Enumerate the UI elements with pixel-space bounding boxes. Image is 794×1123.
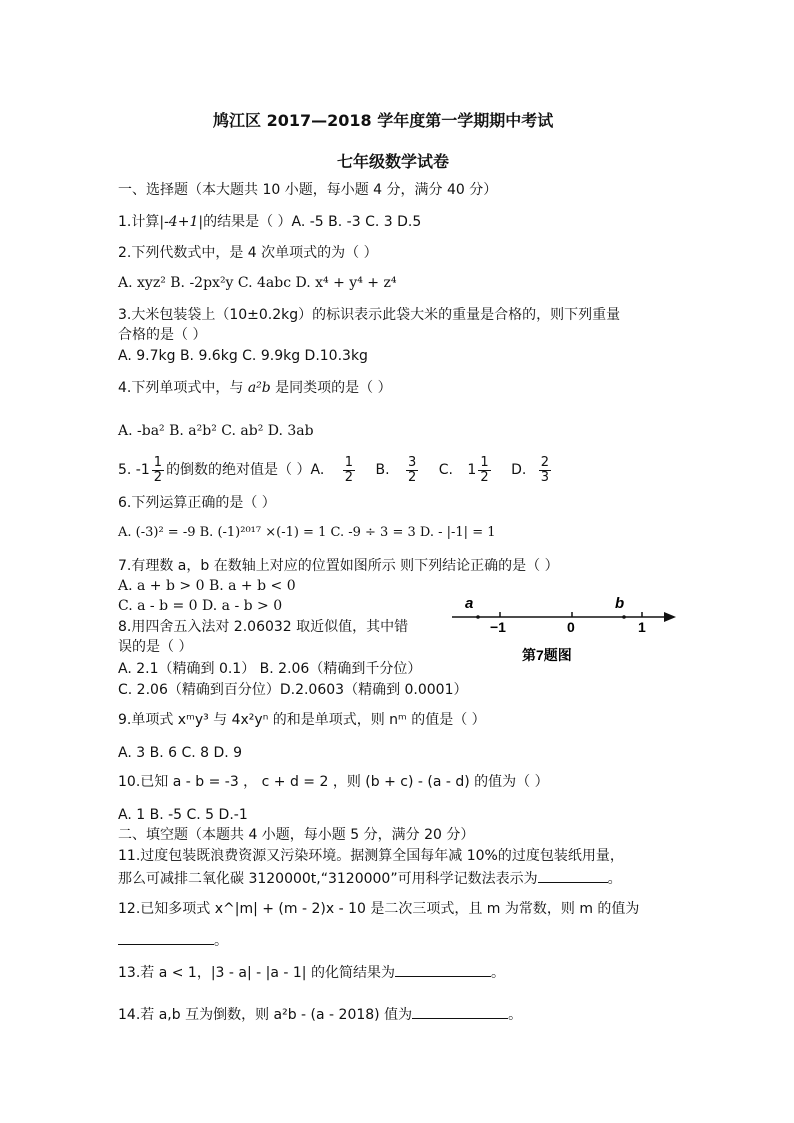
question-11-line2 xyxy=(118,868,622,888)
q5-label-b: B. xyxy=(375,462,390,478)
question-9-options: A. 3 B. 6 C. 8 D. 9 xyxy=(118,745,243,761)
figure-caption: 第7题图 xyxy=(522,647,572,663)
question-8-options-ab: A. 2.1（精确到 0.1） B. 2.06（精确到千分位） xyxy=(118,661,422,677)
question-8-line1: 8.用四舍五入法对 2.06032 取近似值，其中错 xyxy=(118,619,409,635)
tick-label-minus-one: −1 xyxy=(490,619,506,635)
q14-answer-blank[interactable] xyxy=(412,1004,508,1019)
label-b: b xyxy=(615,595,625,612)
question-7-stem: 7.有理数 a，b 在数轴上对应的位置如图所示 则下列结论正确的是（ ） xyxy=(118,558,559,574)
figure-7-number-line xyxy=(452,592,684,672)
question-10-options: A. 1 B. -5 C. 5 D.-1 xyxy=(118,807,248,823)
question-3-line1: 3.大米包装袋上（10±0.2kg）的标识表示此袋大米的重量是合格的，则下列重量 xyxy=(118,307,621,323)
q1-pre: 1.计算 xyxy=(118,214,160,230)
q11-answer-blank[interactable] xyxy=(538,868,608,883)
q1-post: 的结果是（ ）A. -5 B. -3 C. 3 D.5 xyxy=(203,214,422,230)
exam-subtitle: 七年级数学试卷 xyxy=(337,152,450,171)
q12-end: 。 xyxy=(214,933,228,949)
question-6-options: A. (-3)² = -9 B. (-1)²⁰¹⁷ ×(-1) = 1 C. -9 ÷ 3 = 3 D. - |-1| = 1 xyxy=(118,525,496,540)
tick-label-one: 1 xyxy=(638,619,646,635)
q13-answer-blank[interactable] xyxy=(395,962,491,977)
section-fill-heading: 二、填空题（本题共 4 小题，每小题 5 分，满分 20 分） xyxy=(118,827,475,843)
question-8-line2: 误的是（ ） xyxy=(118,639,193,655)
q4-pre: 4.下列单项式中，与 xyxy=(118,380,248,396)
q5-option-d: $\frac{2}{3}$ xyxy=(540,454,550,485)
q5-option-c-whole: 1 xyxy=(467,462,477,478)
label-a: a xyxy=(465,595,474,612)
question-2-options: A. xyz² B. -2px²y C. 4abc D. x⁴ + y⁴ + z⁴ xyxy=(118,275,397,291)
q4-expr: a²b xyxy=(247,380,271,396)
question-12-line1: 12.已知多项式 x^|m| + (m - 2)x - 10 是二次三项式，且 m 为常数，则 m 的值为 xyxy=(118,901,640,917)
question-7-options-ab: A. a + b > 0 B. a + b < 0 xyxy=(118,578,296,594)
q5-label-d: D. xyxy=(511,462,527,478)
tick-label-zero: 0 xyxy=(567,619,575,635)
q13-text: 13.若 a < 1，|3 - a| - |a - 1| 的化简结果为 xyxy=(118,965,395,981)
q5-option-b: $\frac{3}{2}$ xyxy=(408,454,417,485)
q5-option-c: $\frac{1}{2}$ xyxy=(480,454,489,485)
q5-label-c: C. xyxy=(438,462,453,478)
q11-text: 那么可减排二氧化碳 3120000t,“3120000”可用科学记数法表示为 xyxy=(118,871,538,887)
question-13 xyxy=(118,962,505,982)
question-9-stem: 9.单项式 xᵐy³ 与 4x²yⁿ 的和是单项式，则 nᵐ 的值是（ ） xyxy=(118,712,486,728)
axis-arrow-icon xyxy=(664,612,676,622)
q13-end: 。 xyxy=(490,965,505,981)
question-1 xyxy=(118,213,421,231)
question-5 xyxy=(118,452,553,488)
q11-end: 。 xyxy=(607,871,622,887)
question-11-line1: 11.过度包装既浪费资源又污染环境。据测算全国每年减 10%的过度包装纸用量， xyxy=(118,848,624,864)
question-12-answer-line xyxy=(118,930,228,950)
q12-answer-blank[interactable] xyxy=(118,930,214,945)
question-2-stem: 2.下列代数式中，是 4 次单项式的为（ ） xyxy=(118,245,378,261)
question-6-stem: 6.下列运算正确的是（ ） xyxy=(118,495,276,511)
question-3-options: A. 9.7kg B. 9.6kg C. 9.9kg D.10.3kg xyxy=(118,348,368,364)
question-8-options-cd: C. 2.06（精确到百分位）D.2.0603（精确到 0.0001） xyxy=(118,682,468,698)
question-7-options-cd: C. a - b = 0 D. a - b > 0 xyxy=(118,598,283,614)
point-a xyxy=(476,615,480,619)
q4-post: 是同类项的是（ ） xyxy=(270,380,392,396)
q5-stem-fraction: $\frac{1}{2}$ xyxy=(153,454,163,485)
q5-stem-pre: 5. -1 xyxy=(118,462,150,478)
q14-text: 14.若 a,b 互为倒数，则 a²b - (a - 2018) 值为 xyxy=(118,1007,413,1023)
section-choice-heading: 一、选择题（本大题共 10 小题，每小题 4 分，满分 40 分） xyxy=(118,182,498,198)
question-10-stem: 10.已知 a - b = -3 ， c + d = 2 ，则 (b + c) - (a - d) 的值为（ ） xyxy=(118,774,549,790)
question-4-options: A. -ba² B. a²b² C. ab² D. 3ab xyxy=(118,423,314,439)
point-b xyxy=(622,615,626,619)
question-3-line2: 合格的是（ ） xyxy=(118,327,207,343)
question-4-stem xyxy=(118,379,392,397)
exam-title: 鸠江区 2017—2018 学年度第一学期期中考试 xyxy=(213,111,554,130)
q1-expr: |-4+1| xyxy=(159,214,204,230)
q5-option-a: $\frac{1}{2}$ xyxy=(344,454,354,485)
question-14 xyxy=(118,1004,522,1024)
q14-end: 。 xyxy=(508,1007,523,1023)
q5-stem-post: 的倒数的绝对值是（ ）A. xyxy=(166,462,325,478)
